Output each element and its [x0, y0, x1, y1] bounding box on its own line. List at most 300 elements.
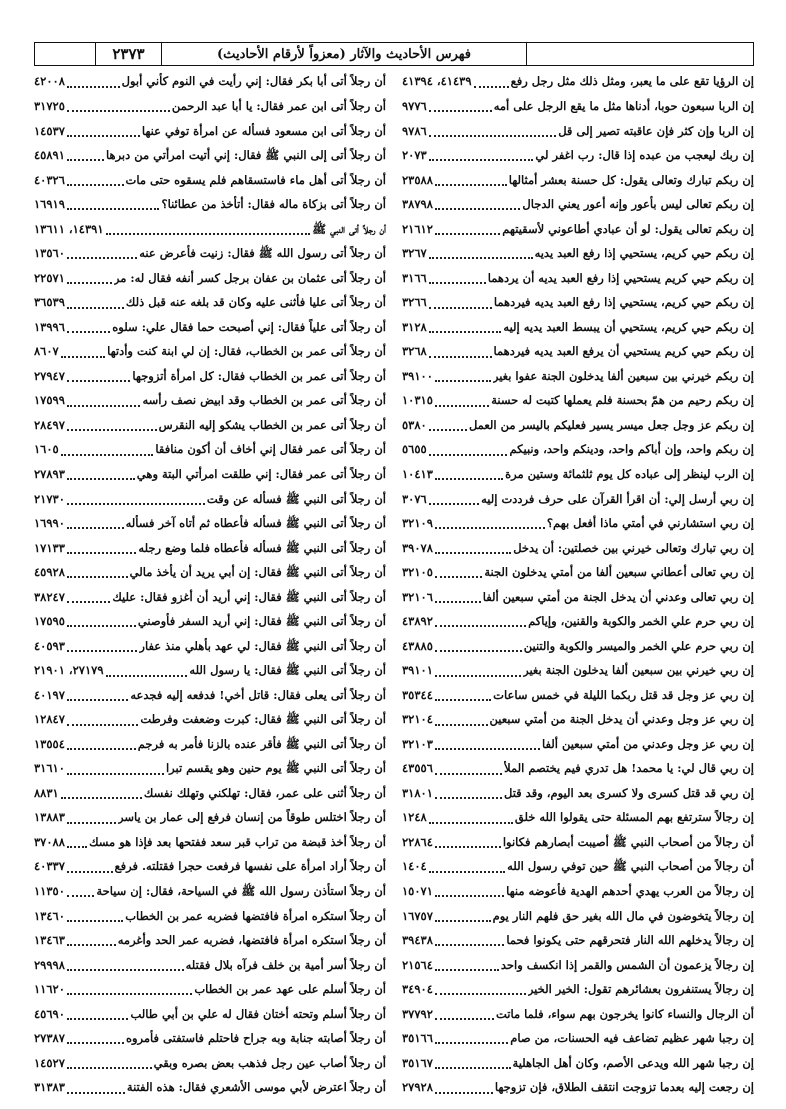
entry-text: إن ربي تعالى وعدني أن يدخل الجنة من أمتي سبعين ألفا: [482, 589, 754, 604]
dot-leader: [435, 1017, 494, 1020]
index-entry: [402, 610, 754, 635]
index-entry: [34, 683, 386, 708]
index-entry: [402, 978, 754, 1003]
dot-leader: [67, 698, 128, 701]
entry-text: إن ربي عز وجل وعدني من أمتي سبعين ألفا: [541, 736, 754, 751]
entry-reference: ١٦٠٥: [34, 442, 59, 457]
entry-text: أن رجلاً أتى النبي ﷺ فقال: إني أريد أن أغزو فقال: عليك: [112, 589, 386, 604]
entry-reference: ٢٧٣٨٧: [34, 1031, 65, 1046]
index-entry: [34, 757, 386, 782]
entry-text: إن ربي قال لي: يا محمد! هل تدري فيم يختصم الملأ: [504, 761, 754, 776]
dot-leader: [61, 796, 142, 799]
index-entry: [34, 242, 386, 267]
index-entry: [34, 95, 386, 120]
dot-leader: [429, 355, 492, 358]
entry-text: إن رجالاً يتخوضون في مال الله بغير حق فلهم النار يوم: [492, 908, 754, 923]
dot-leader: [67, 624, 136, 627]
entry-reference: ١٣٥٦٠: [34, 246, 65, 261]
entry-text: إن الرؤيا تقع على ما يعبر، ومثل ذلك مثل رجل رفع: [510, 74, 754, 89]
index-entry: [402, 389, 754, 414]
entry-text: أن رجلاً استكره امرأة فافتضها، فضربه عمر الحد وأغرمه: [117, 933, 386, 948]
entry-text: أن رجلاً أتى عمر بن الخطاب وقد ابيض نصف رأسه: [142, 393, 386, 408]
index-entry: [34, 610, 386, 635]
index-entry: [402, 413, 754, 438]
entry-reference: ١٤٣٩١، ١٣٦١١: [34, 221, 104, 236]
entry-reference: ٣٩١٠١: [402, 663, 433, 678]
entry-reference: ٤٠٥٩٣: [34, 638, 65, 653]
entry-reference: ١٤٥٣٧: [34, 123, 65, 138]
dot-leader: [67, 256, 137, 259]
entry-reference: ٤٣٨٩٢: [402, 614, 433, 629]
entry-reference: ٢٠٧٣: [402, 148, 427, 163]
dot-leader: [67, 158, 104, 161]
index-entry: [402, 1051, 754, 1076]
entry-reference: ٣١٧٢٥: [34, 99, 65, 113]
entry-reference: ٢٣٥٨٨: [402, 172, 433, 187]
dot-leader: [435, 845, 501, 848]
dot-leader: [429, 502, 479, 505]
entry-text: إن ربكم حيي كريم يستحيي إذا رفع العبد يديه أن يردهما: [487, 270, 754, 285]
entry-reference: ٤١٤٣٩، ٤١٣٩٤: [402, 74, 472, 89]
dot-leader: [67, 845, 87, 848]
dot-leader: [435, 379, 491, 382]
index-entry: [34, 1076, 386, 1101]
entry-text: أن رجلاً اختلس طوقاً من إنسان فرفع إلى عمار بن ياسر: [117, 810, 386, 825]
entry-reference: ٣٠٧٦: [402, 491, 427, 506]
dot-leader: [435, 575, 482, 578]
index-entry: [402, 659, 754, 684]
entry-text: إن رجالاً يستنفرون بعشائرهم تقول: الخير الخير: [527, 982, 754, 997]
index-entry: [402, 512, 754, 537]
entry-reference: ١٥٠٧١: [402, 884, 433, 898]
dot-leader: [435, 526, 545, 529]
dot-leader: [435, 1091, 493, 1094]
index-entry: [34, 438, 386, 463]
entry-reference: ١٠٤١٣: [402, 466, 433, 481]
index-entry: [402, 95, 754, 120]
dot-leader: [67, 109, 170, 112]
dot-leader: [474, 85, 509, 88]
index-entry: [34, 561, 386, 586]
dot-leader: [67, 1017, 129, 1020]
index-entry: [34, 855, 386, 880]
entry-reference: ٤٠١٩٧: [34, 687, 65, 702]
entry-reference: ٣١٨٠١: [402, 785, 433, 800]
index-entry: [34, 144, 386, 169]
dot-leader: [435, 968, 499, 971]
entry-reference: ١٧١٣٣: [34, 540, 65, 555]
index-entry: [34, 413, 386, 438]
entry-reference: ٣٢٦٦: [402, 295, 427, 310]
entry-reference: ٢٢٨٦٤: [402, 834, 433, 849]
dot-leader: [61, 453, 154, 456]
dot-leader: [67, 943, 116, 946]
entry-text: إن ربكم رحيم من همّ بحسنة فلم يعملها كتبت له حسنة: [491, 393, 754, 408]
index-entry: [402, 683, 754, 708]
dot-leader: [429, 870, 505, 873]
entry-text: أن رجلاً أتى النبي ﷺ فقال: يا رسول الله: [189, 663, 386, 678]
right-column: [402, 70, 754, 1100]
dot-leader: [429, 158, 534, 161]
entry-reference: ٣٢١٠٩: [402, 516, 433, 531]
index-entry: [402, 291, 754, 316]
page-number: ٢٣٧٣: [95, 43, 161, 65]
entry-text: أن رجلاً أسر أمية بن خلف فرآه بلال فقتله: [185, 957, 386, 972]
dot-leader: [67, 551, 137, 554]
dot-leader: [435, 624, 526, 627]
index-entry: [402, 732, 754, 757]
entry-text: أن رجلاً أسلم وتحته أختان فقال له علي بن أبي طالب: [130, 1006, 386, 1021]
index-entry: [402, 438, 754, 463]
entry-text: إن رجالاً من العرب يهدي أحدهم الهدية فأعوضه منها: [506, 884, 754, 898]
entry-reference: ٣٨٢٤٧: [34, 589, 65, 604]
entry-reference: ٢٨٤٩٧: [34, 417, 65, 432]
index-entry: [34, 389, 386, 414]
entry-text: أن رجلاً أتى النبي ﷺ: [312, 221, 386, 236]
entry-reference: ٢٩٩٩٨: [34, 957, 65, 972]
entry-text: أن رجلاً أتى عمر بن الخطاب، فقال: إن لي ابنة كنت وأدتها: [107, 344, 386, 359]
entry-text: أن رجلاً أتى النبي ﷺ فقال: لي عهد بأهلي منذ عفار: [139, 638, 386, 653]
index-entry: [402, 585, 754, 610]
index-entry: [34, 904, 386, 929]
entry-reference: ٣٢١٠٣: [402, 736, 433, 751]
dot-leader: [67, 821, 116, 824]
header-blank-right: [35, 43, 95, 65]
index-entry: [34, 487, 386, 512]
entry-reference: ٣٧٧٩٢: [402, 1006, 433, 1021]
index-entry: [402, 1002, 754, 1027]
index-entry: [34, 806, 386, 831]
entry-text: أن رجلاً أتى عمر فقال: إني طلقت امرأتي البتة وهي: [136, 466, 386, 481]
dot-leader: [429, 134, 556, 137]
entry-text: إن ربك ليعجب من عبده إذا قال: رب اغفر لي: [535, 148, 754, 163]
entry-text: أن رجلاً أتى النبي ﷺ فسأله عن وقت: [206, 491, 386, 506]
index-entry: [402, 634, 754, 659]
index-entry: [402, 1076, 754, 1101]
dot-leader: [435, 992, 526, 995]
entry-text: إن ربي قد قتل كسرى ولا كسرى بعد اليوم، وقد قتل: [504, 785, 754, 800]
index-entry: [402, 953, 754, 978]
dot-leader: [67, 207, 160, 210]
index-entry: [402, 242, 754, 267]
entry-reference: ١٤٥٢٧: [34, 1055, 65, 1070]
entry-reference: ٣٥١٦٦: [402, 1031, 433, 1046]
index-entry: [402, 315, 754, 340]
dot-leader: [106, 232, 311, 235]
entry-text: أن رجلاً أتى النبي ﷺ فأقر عنده بالزنا فأمر به فرجم: [137, 736, 386, 751]
entry-text: أن رجلاً أتى عليا فأثنى عليه وكان قد بلغه عنه قبل ذلك: [125, 295, 386, 310]
entry-reference: ٤٣٥٥٦: [402, 761, 433, 776]
index-entry: [34, 315, 386, 340]
entry-reference: ٢٢٥٧١: [34, 270, 65, 285]
dot-leader: [67, 85, 120, 88]
entry-text: إن ربكم تعالى يقول: لو أن عبادي أطاعوني لأسقيتهم: [502, 221, 754, 236]
entry-reference: ٣٦٥٣٩: [34, 295, 65, 310]
entry-text: إن ربكم حيي كريم، يستحيي إذا رفع العبد يديه: [534, 246, 754, 261]
index-entry: [34, 929, 386, 954]
entry-text: أن رجلاً أتى النبي ﷺ فقال: كبرت وضعفت وفرطت: [140, 712, 386, 727]
entry-text: أن رجلاً أتى عمر فقال إني أخاف أن أكون منافقا: [155, 442, 386, 457]
entry-reference: ٤٢٠٠٨: [34, 74, 65, 89]
entry-reference: ٣٨٧٩٨: [402, 197, 433, 212]
entry-text: إن رجعت إليه بعدما تزوجت انتقف الطلاق، فإن تزوجها: [494, 1080, 754, 1095]
dot-leader: [435, 1041, 508, 1044]
entry-text: أن الرجال والنساء كانوا يخرجون بهم سواء، فلما ماتت: [495, 1006, 754, 1021]
entry-reference: ٣٢١٠٦: [402, 589, 433, 604]
entry-text: أن رجلاً أتى ابن مسعود فسأله عن امرأة توفي عنها: [141, 123, 386, 138]
entry-text: إن رجالاً يدخلهم الله النار فتحرقهم حتى يكونوا فحما: [506, 933, 754, 948]
dot-leader: [429, 330, 502, 333]
dot-leader: [429, 453, 508, 456]
index-entry: [34, 708, 386, 733]
dot-leader: [67, 649, 138, 652]
entry-reference: ١٣٤٦٠: [34, 908, 65, 923]
entry-reference: ٣١٦١٠: [34, 761, 65, 776]
entry-reference: ٣٢١٠٤: [402, 712, 433, 727]
entry-text: إن ربكم حيي كريم، يستحيي إذا رفع العبد يديه فيردهما: [493, 295, 754, 310]
entry-text: إن ربي حرم علي الخمر والميسر والكوبة والتنين: [523, 638, 754, 653]
entry-text: إن ربكم حيي كريم يستحيي أن يرفع العبد يديه فيردهما: [493, 344, 754, 359]
entry-text: أن رجلاً أثنى على عمر، فقال: تهلكني وتهلك نفسك: [143, 785, 386, 800]
dot-leader: [435, 698, 491, 701]
entry-text: إن الربا سبعون حوبا، أدناها مثل ما يقع الرجل على أمه: [493, 99, 754, 113]
entry-reference: ٨٨٣١: [34, 785, 59, 800]
entry-text: أن رجلاً أتى أهل ماء فاستسقاهم فلم يسقوه حتى مات: [125, 172, 386, 187]
dot-leader: [67, 1091, 125, 1094]
dot-leader: [435, 1066, 511, 1069]
index-entry: [402, 904, 754, 929]
index-entry: [34, 585, 386, 610]
dot-leader: [67, 1041, 124, 1044]
entry-reference: ١٧٥٩٩: [34, 393, 65, 408]
dot-leader: [67, 526, 124, 529]
index-entry: [402, 193, 754, 218]
index-entry: [34, 880, 386, 905]
entry-reference: ٤٥٩٢٨: [34, 565, 65, 580]
index-entry: [34, 1027, 386, 1052]
entry-text: أن رجلاً أصاب عين رجل فذهب بعض بصره وبقي: [153, 1055, 386, 1070]
entry-reference: ٣٥٣٤٤: [402, 687, 433, 702]
index-entry: [34, 119, 386, 144]
entry-reference: ٢٧٩٤٧: [34, 368, 65, 383]
index-entry: [402, 1027, 754, 1052]
dot-leader: [67, 723, 138, 726]
entry-text: أن رجلاً أتى رسول الله ﷺ فقال: زنيت فأعرض عنه: [139, 246, 386, 261]
entry-text: إن ربكم عز وجل جعل ميسر يسير فعليكم باليسر من العمل: [468, 417, 754, 432]
entry-text: أن رجلاً أتى النبي ﷺ فسأله فأعطاه ثم أتاه آخر فسأله: [125, 516, 386, 531]
index-entry: [402, 536, 754, 561]
dot-leader: [67, 428, 157, 431]
dot-leader: [67, 183, 124, 186]
entry-reference: ٤٥٨٩١: [34, 148, 65, 163]
entry-reference: ٣٩٠٧٨: [402, 540, 433, 555]
entry-text: أن رجلاً أتى يعلى فقال: قاتل أخي! فدفعه إليه فجدعه: [130, 687, 386, 702]
entry-reference: ٤٣٨٨٥: [402, 638, 433, 653]
dot-leader: [435, 207, 520, 210]
dot-leader: [67, 600, 110, 603]
dot-leader: [435, 183, 507, 186]
entry-text: أن رجلاً أتى النبي ﷺ يوم حنين وهو يقسم تبرا: [165, 761, 386, 776]
index-entry: [402, 168, 754, 193]
entry-text: أن رجالاً من أصحاب النبي ﷺ حين توفي رسول الله: [507, 859, 754, 874]
entry-text: إن رجالاً يزعمون أن الشمس والقمر إذا انكسف واحد: [500, 957, 754, 972]
index-entry: [34, 70, 386, 95]
dot-leader: [435, 551, 511, 554]
entry-text: إن ربكم حيي كريم، يستحيي أن يبسط العبد يديه إليه: [503, 319, 754, 334]
index-entry: [34, 217, 386, 242]
entry-reference: ٤٠٣٢٦: [34, 172, 65, 187]
index-entry: [402, 781, 754, 806]
entry-text: إن ربكم تعالى ليس بأعور وإنه أعور يعني الدجال: [522, 197, 754, 212]
entry-text: أن رجلاً أتى عمر بن الخطاب فقال: كل امرأة أتزوجها: [132, 368, 386, 383]
dot-leader: [67, 477, 135, 480]
entry-text: إن ربكم خيرني بين سبعين ألفا يدخلون الجنة عفوا بغير: [492, 368, 754, 383]
index-entry: [402, 855, 754, 880]
index-entry: [402, 119, 754, 144]
entry-reference: ٣٢٦٧: [402, 246, 427, 261]
entry-text: أن رجلاً اعترض لأبي موسى الأشعري فقال: هذه الفتنة: [126, 1080, 386, 1095]
index-entry: [402, 487, 754, 512]
dot-leader: [435, 477, 503, 480]
index-entry: [402, 463, 754, 488]
entry-reference: ١٢٨٤٧: [34, 712, 65, 727]
entry-text: إن ربي خيرني بين سبعين ألفا يدخلون الجنة بغير: [523, 663, 754, 678]
dot-leader: [67, 747, 136, 750]
entry-reference: ١٧٥٩٥: [34, 614, 65, 629]
entry-text: إن ربي عز وجل قد قتل ربكما الليلة في خمس ساعات: [493, 687, 754, 702]
entry-reference: ١٤٠٤: [402, 859, 427, 874]
dot-leader: [67, 379, 131, 382]
dot-leader: [67, 919, 123, 922]
entry-text: إن رجالاً سترتفع بهم المسئلة حتى يقولوا الله خلق: [514, 810, 754, 825]
entry-text: إن ربي أرسل إلي: أن اقرأ القرآن على حرف فرددت إليه: [481, 491, 754, 506]
dot-leader: [435, 772, 502, 775]
dot-leader: [67, 992, 192, 995]
dot-leader: [67, 330, 110, 333]
entry-text: أن رجلاً أتى النبي ﷺ فسأله فأعطاه فلما وضع رجله: [138, 540, 386, 555]
entry-text: أن رجلاً أتى إلى النبي ﷺ فقال: إني أتيت امرأتي من دبرها: [106, 148, 386, 163]
index-entry: [402, 561, 754, 586]
index-entry: [34, 463, 386, 488]
entry-reference: ٩٧٨٦: [402, 123, 427, 138]
entry-reference: ١٣٤٦٣: [34, 933, 65, 948]
entry-reference: ٨٦٠٧: [34, 344, 59, 359]
index-entry: [34, 1002, 386, 1027]
left-column: [34, 70, 386, 1100]
entry-reference: ٣٢٦٨: [402, 344, 427, 359]
dot-leader: [67, 870, 113, 873]
dot-leader: [67, 894, 95, 897]
index-entry: [34, 1051, 386, 1076]
index-entry: [34, 830, 386, 855]
entry-reference: ١٠٣١٥: [402, 393, 433, 408]
entry-text: إن رجبا شهر الله ويدعى الأصم، وكان أهل الجاهلية: [512, 1055, 754, 1070]
entry-text: أن رجلاً أتى بزكاة ماله فقال: أتأخذ من عطائنا؟: [161, 197, 386, 212]
dot-leader: [429, 281, 486, 284]
entry-reference: ٢٧١٧٩، ٢١٩٠١: [34, 663, 104, 678]
entry-text: إن ربي حرم علي الخمر والكوبة والقنين، وإياكم: [528, 614, 754, 629]
index-entry: [34, 536, 386, 561]
entry-reference: ١٦٧٥٧: [402, 908, 433, 923]
dot-leader: [67, 575, 128, 578]
dot-leader: [435, 919, 491, 922]
dot-leader: [429, 306, 492, 309]
index-entry: [402, 880, 754, 905]
dot-leader: [435, 943, 504, 946]
index-entry: [402, 266, 754, 291]
index-entry: [34, 732, 386, 757]
index-entry: [34, 953, 386, 978]
dot-leader: [67, 404, 141, 407]
entry-reference: ١٣٩٩٦: [34, 319, 65, 334]
index-entry: [34, 512, 386, 537]
index-columns: [34, 70, 754, 1100]
index-entry: [34, 659, 386, 684]
entry-reference: ٣٧٠٨٨: [34, 834, 65, 849]
dot-leader: [435, 747, 540, 750]
dot-leader: [435, 232, 500, 235]
entry-reference: ١١٣٥٠: [34, 884, 65, 898]
dot-leader: [67, 134, 140, 137]
dot-leader: [106, 674, 188, 677]
page-title: فهرس الأحاديث والآثار (معزواً لأرقام الأحاديث): [161, 43, 526, 65]
entry-reference: ٢١٧٣٠: [34, 491, 65, 506]
entry-reference: ٣١٣٨٣: [34, 1080, 65, 1095]
dot-leader: [435, 796, 502, 799]
entry-reference: ٣٤٩٠٤: [402, 982, 433, 997]
entry-text: إن رجبا شهر عظيم تضاعف فيه الحسنات، من صام: [510, 1031, 754, 1046]
entry-text: أن رجلاً أصابته جنابة وبه جراح فاحتلم فاستفتى فأمروه: [125, 1031, 386, 1046]
entry-reference: ٥٦٥٥: [402, 442, 427, 457]
dot-leader: [435, 649, 522, 652]
entry-reference: ١٦٩١٩: [34, 197, 65, 212]
entry-text: أن رجلاً أتى النبي ﷺ فقال: إن أبي يريد أن يأخذ مالي: [129, 565, 386, 580]
entry-text: أن رجالاً من أصحاب النبي ﷺ أصيبت أبصارهم فكانوا: [502, 834, 754, 849]
entry-text: إن ربي تعالى أعطاني سبعين ألفا من أمتي يدخلون الجنة: [484, 565, 754, 580]
dot-leader: [67, 306, 124, 309]
page-header: [34, 42, 754, 66]
entry-reference: ٣٩٤٣٨: [402, 933, 433, 948]
index-entry: [34, 193, 386, 218]
entry-reference: ٣٥١٦٧: [402, 1055, 433, 1070]
entry-reference: ٣٩١٠٠: [402, 368, 433, 383]
index-entry: [402, 757, 754, 782]
entry-text: أن رجلاً أتى عمر بن الخطاب يشكو إليه النقرس: [158, 417, 386, 432]
entry-reference: ٩٧٧٦: [402, 99, 427, 113]
dot-leader: [435, 674, 521, 677]
dot-leader: [435, 404, 489, 407]
dot-leader: [67, 281, 112, 284]
dot-leader: [67, 968, 184, 971]
index-entry: [402, 708, 754, 733]
entry-text: أن رجلاً استكره امرأة فافتضها فضربه عمر بن الخطاب: [125, 908, 386, 923]
dot-leader: [435, 894, 504, 897]
index-entry: [402, 830, 754, 855]
entry-text: إن ربي استشارني في أمتي ماذا أفعل بهم؟: [546, 516, 754, 531]
dot-leader: [429, 821, 513, 824]
index-entry: [34, 634, 386, 659]
index-entry: [402, 70, 754, 95]
entry-reference: ١١٦٢٠: [34, 982, 65, 997]
entry-text: أن رجلاً أراد امرأة على نفسها فرفعت حجرا فقتلته. فرفع: [114, 859, 386, 874]
entry-text: أن رجلاً أسلم على عهد عمر بن الخطاب: [194, 982, 386, 997]
dot-leader: [67, 1066, 152, 1069]
entry-text: أن رجلاً أتى ابن عمر فقال: يا أبا عبد الرحمن: [171, 99, 386, 113]
index-entry: [402, 929, 754, 954]
entry-text: أن رجلاً أتى علياً فقال: إني أصبحت حما فقال علي: سلوه: [112, 319, 386, 334]
index-entry: [34, 266, 386, 291]
entry-text: أن رجلاً أتى عثمان بن عفان برجل كسر أنفه فقال له: مر: [113, 270, 386, 285]
